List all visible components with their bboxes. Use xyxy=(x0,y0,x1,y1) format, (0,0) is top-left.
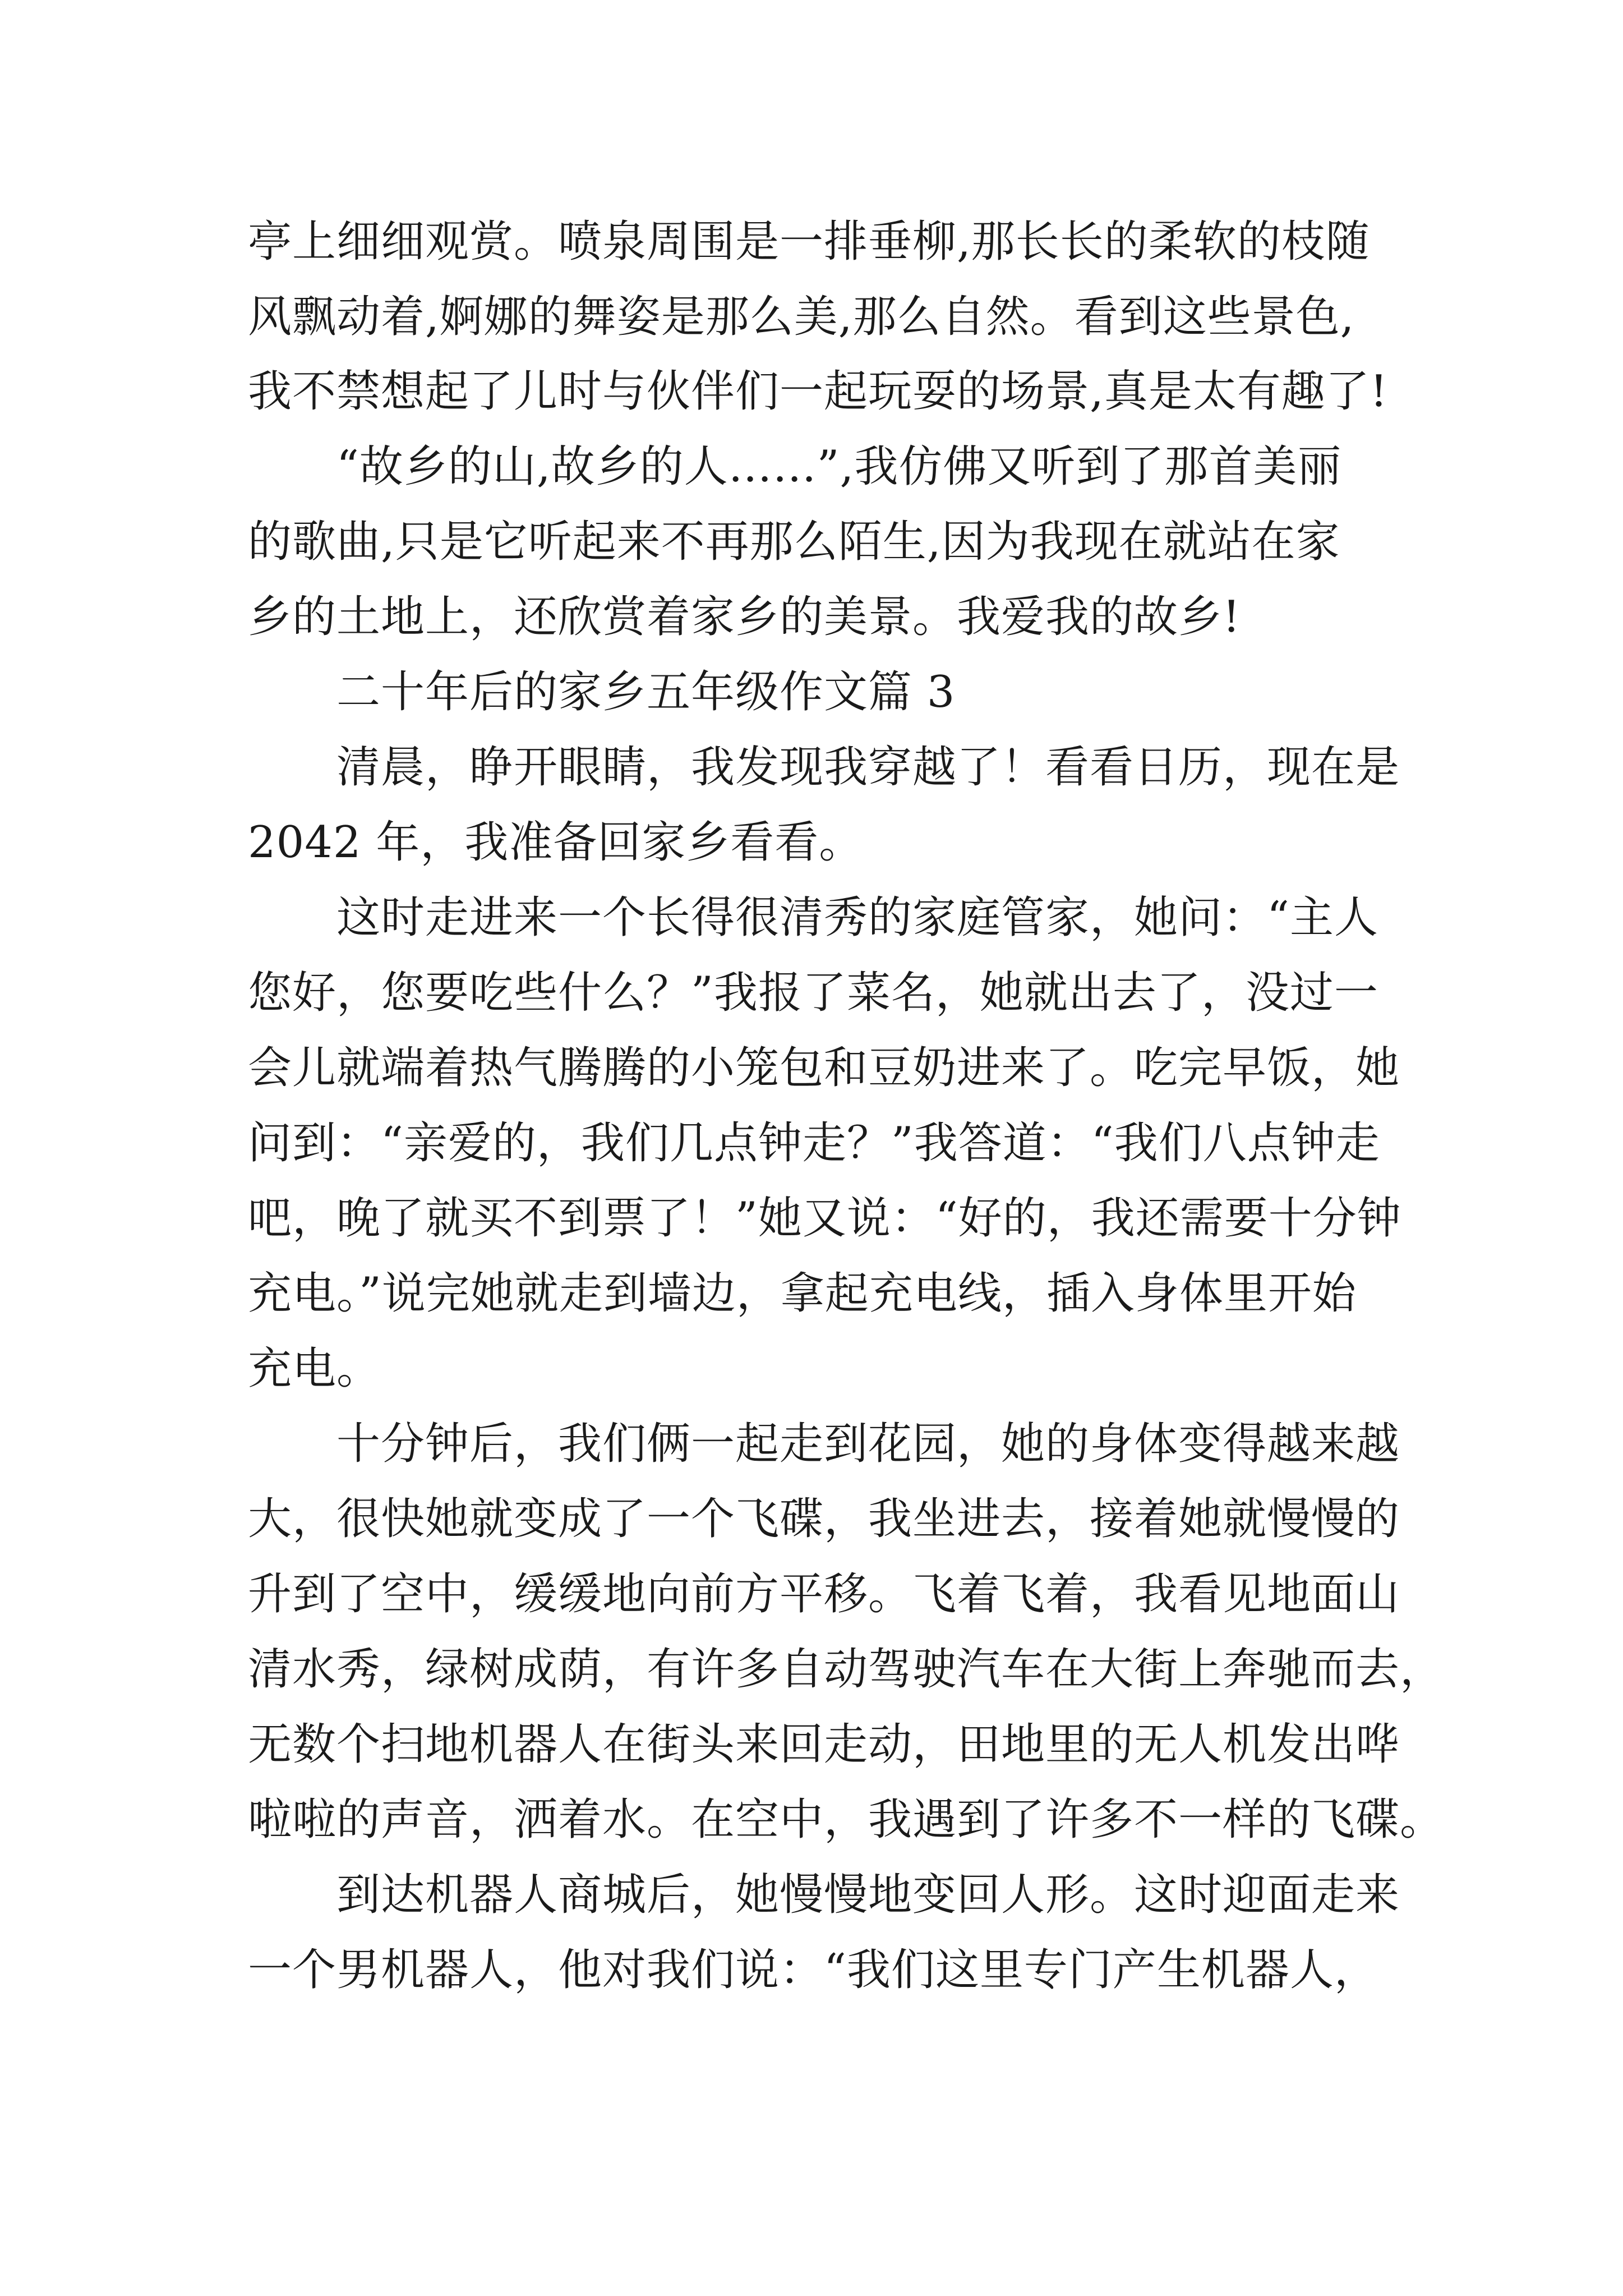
text-line: 吧，晚了就买不到票了！”她又说：“好的，我还需要十分钟 xyxy=(248,1193,1401,1244)
text-line: 升到了空中，缓缓地向前方平移。飞着飞着，我看见地面山 xyxy=(248,1569,1400,1619)
text-line: 您好，您要吃些什么？”我报了菜名，她就出去了，没过一 xyxy=(248,968,1378,1018)
text-line: 风飘动着,婀娜的舞姿是那么美,那么自然。看到这些景色, xyxy=(248,292,1355,342)
text-line: 充电。 xyxy=(248,1343,381,1394)
text-line: 啦啦的声音，洒着水。在空中，我遇到了许多不一样的飞碟。 xyxy=(248,1795,1445,1845)
text-line: 清水秀，绿树成荫，有许多自动驾驶汽车在大街上奔驰而去， xyxy=(248,1644,1445,1695)
text-line: 我不禁想起了儿时与伙伴们一起玩耍的场景,真是太有趣了! xyxy=(248,366,1389,417)
text-line: 清晨，睁开眼睛，我发现我穿越了！看看日历，现在是 xyxy=(336,742,1400,793)
text-line: 大，很快她就变成了一个飞碟，我坐进去，接着她就慢慢的 xyxy=(248,1494,1400,1544)
text-line: 问到：“亲爱的，我们几点钟走？”我答道：“我们八点钟走 xyxy=(248,1118,1380,1168)
text-line: 无数个扫地机器人在街头来回走动，田地里的无人机发出哗 xyxy=(248,1719,1400,1770)
text-line: 十分钟后，我们俩一起走到花园，她的身体变得越来越 xyxy=(336,1419,1400,1469)
text-line: 到达机器人商城后，她慢慢地变回人形。这时迎面走来 xyxy=(336,1870,1400,1920)
text-line: 充电。”说完她就走到墙边，拿起充电线，插入身体里开始 xyxy=(248,1268,1357,1319)
text-line: 这时走进来一个长得很清秀的家庭管家，她问：“主人 xyxy=(336,892,1378,943)
text-line: 的歌曲,只是它听起来不再那么陌生,因为我现在就站在家 xyxy=(248,517,1340,567)
text-line: “故乡的山,故乡的人……”,我仿佛又听到了那首美丽 xyxy=(336,441,1342,492)
section-heading: 二十年后的家乡五年级作文篇 3 xyxy=(336,667,956,717)
text-line: 乡的土地上，还欣赏着家乡的美景。我爱我的故乡! xyxy=(248,592,1241,642)
text-line: 2042 年，我准备回家乡看看。 xyxy=(248,817,864,868)
text-line: 会儿就端着热气腾腾的小笼包和豆奶进来了。吃完早饭，她 xyxy=(248,1043,1400,1093)
text-line: 一个男机器人，他对我们说：“我们这里专门产生机器人， xyxy=(248,1945,1378,1995)
text-line: 亭上细细观赏。喷泉周围是一排垂柳,那长长的柔软的枝随 xyxy=(248,217,1370,267)
